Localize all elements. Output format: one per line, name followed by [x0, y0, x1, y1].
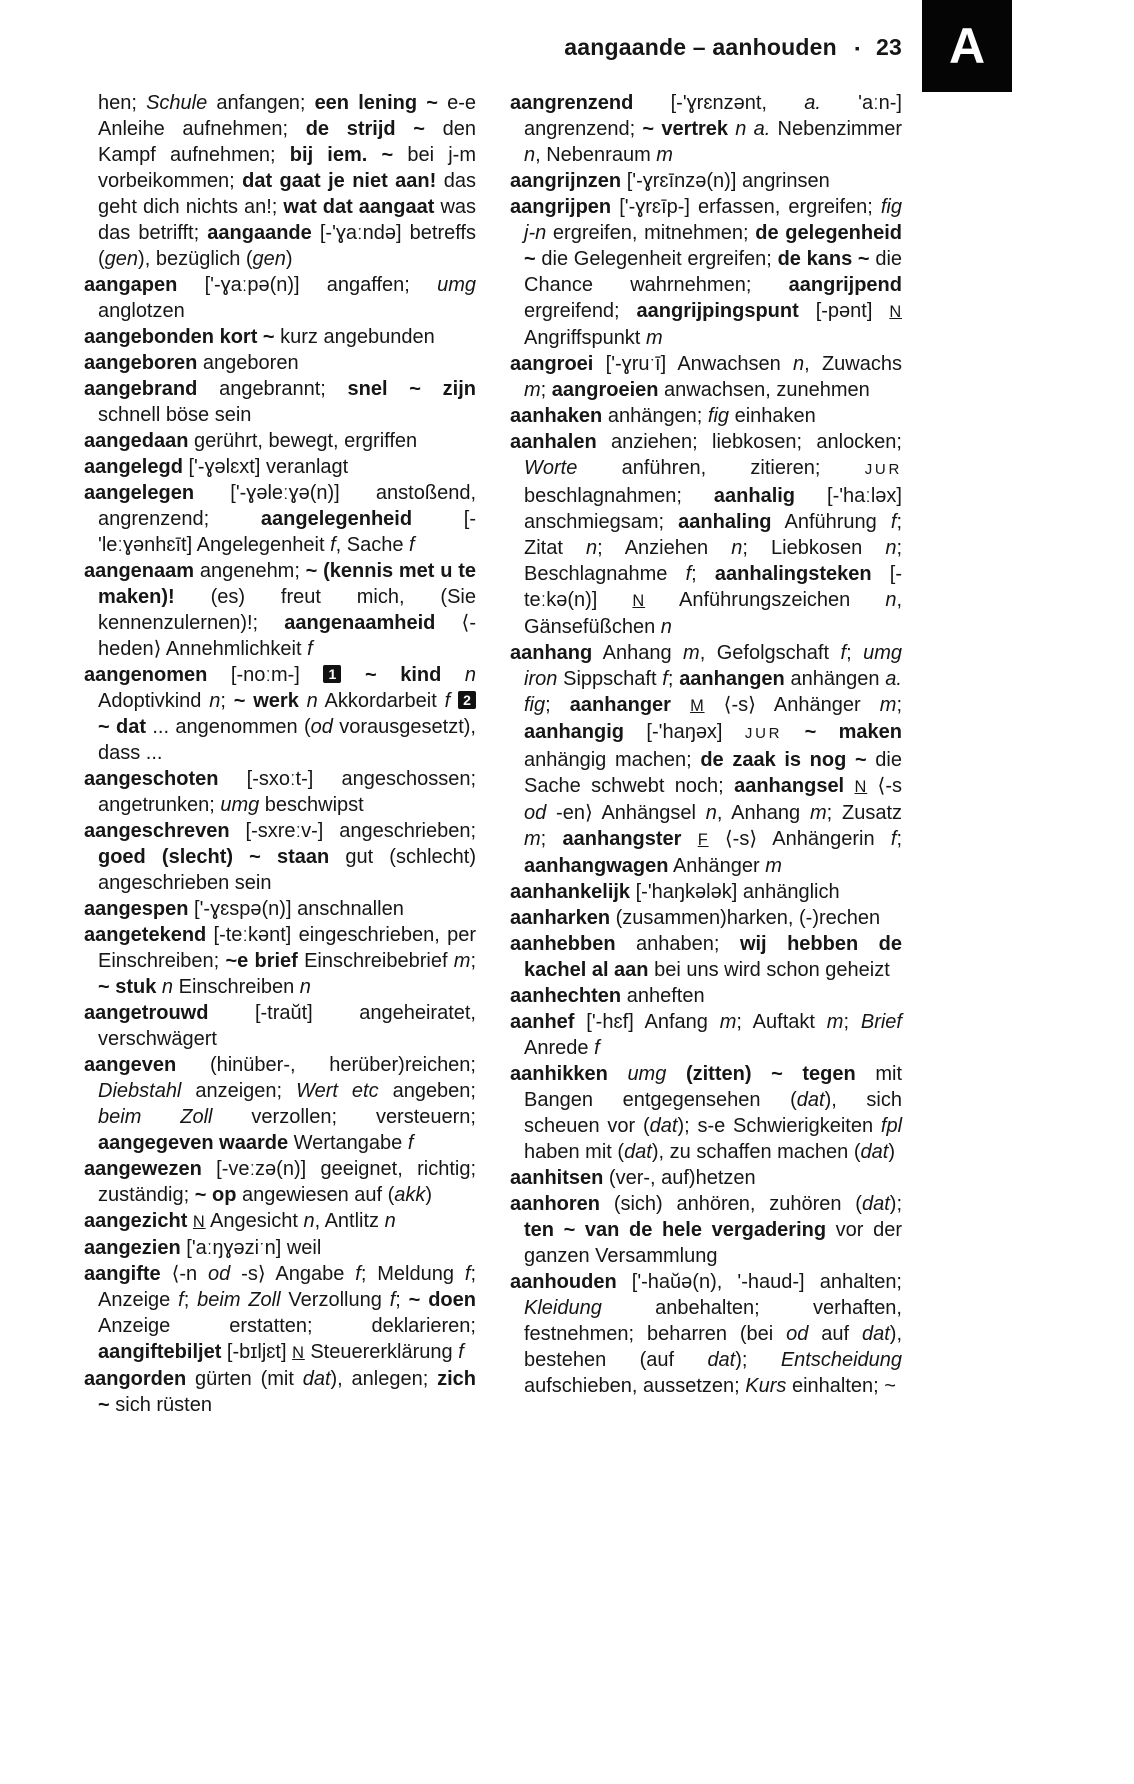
dictionary-entry: aangeboren angeboren [84, 352, 299, 374]
thumb-index-letter: A [948, 18, 986, 74]
dictionary-entry: aangeschoten [-sxoːt-] angeschossen; angetrunken; umg beschwipst [84, 768, 476, 816]
dictionary-entry: aangespen ['-ɣɛspə(n)] anschnallen [84, 898, 404, 920]
dictionary-entry: aangezicht N Angesicht n, Antlitz n [84, 1210, 396, 1232]
dictionary-entry: aangelegd ['-ɣəlɛxt] veranlagt [84, 456, 349, 478]
header-bullet-icon: ▪ [854, 40, 861, 56]
dictionary-entry: aanhitsen (ver-, auf)hetzen [510, 1167, 756, 1189]
dictionary-entry: aanhebben anhaben; wij hebben de kachel al aan bei uns wird schon geheizt [510, 933, 902, 981]
dictionary-entry: aangedaan gerührt, bewegt, ergriffen [84, 430, 418, 452]
thumb-index-tab [922, 0, 1012, 92]
dictionary-entry: aangroei ['-ɣruˑī] Anwachsen n, Zuwachs m; aangroeien anwachsen, zunehmen [510, 353, 902, 401]
dictionary-entry: aangeschreven [-sxreːv-] angeschrieben; goed (slecht) ~ staan gut (schlecht) angeschrieben sein [84, 820, 476, 894]
dictionary-entry: aangebrand angebrannt; snel ~ zijn schnell böse sein [84, 378, 476, 426]
page-number: 23 [876, 34, 902, 60]
dictionary-entry: aangenomen [-noːm-] 1 ~ kind n Adoptivkind n; ~ werk n Akkordarbeit f 2 ~ dat ... angenommen (od vorausgesetzt), dass ... [84, 664, 476, 764]
dictionary-entry: aanharken (zusammen)harken, (-)rechen [510, 907, 881, 929]
dictionary-page-body [84, 90, 902, 1418]
dictionary-entry: hen; Schule anfangen; een lening ~ e-e Anleihe aufnehmen; de strijd ~ den Kampf aufnehmen; bij iem. ~ bei j-m vorbeikommen; dat gaat je niet aan! das geht dich nichts an!; wat dat aangaat was das betrifft; aangaande [-'ɣaːndə] betreffs (gen), bezüglich (gen) [98, 92, 477, 270]
dictionary-entry: aanhoren (sich) anhören, zuhören (dat); ten ~ van de hele vergadering vor der ganzen Versammlung [510, 1193, 902, 1267]
dictionary-entry: aangrijnzen ['-ɣrɛīnzə(n)] angrinsen [510, 170, 830, 192]
dictionary-entry: aangenaam angenehm; ~ (kennis met u te maken)! (es) freut mich, (Sie kennenzulernen)!; aangenaamheid ⟨-heden⟩ Annehmlichkeit f [84, 560, 476, 660]
dictionary-entry: aangrenzend [-'ɣrɛnzənt, a. 'aːn-] angrenzend; ~ vertrek n a. Nebenzimmer n, Nebenraum m [510, 92, 902, 166]
dictionary-entry: aanhaken anhängen; fig einhaken [510, 405, 816, 427]
right-column [510, 90, 902, 1418]
dictionary-entry: aangeven (hinüber-, herüber)reichen; Diebstahl anzeigen; Wert etc angeben; beim Zoll verzollen; versteuern; aangegeven waarde Wertangabe f [84, 1054, 476, 1154]
dictionary-entry: aangifte ⟨-n od -s⟩ Angabe f; Meldung f; Anzeige f; beim Zoll Verzollung f; ~ doen Anzeige erstatten; deklarieren; aangiftebiljet [-bɪljɛt] N Steuererklärung f [84, 1263, 476, 1363]
dictionary-entry: aanhankelijk [-'haŋkələk] anhänglich [510, 881, 840, 903]
dictionary-entry: aangorden gürten (mit dat), anlegen; zich ~ sich rüsten [84, 1368, 476, 1416]
dictionary-entry: aangapen ['-ɣaːpə(n)] angaffen; umg anglotzen [84, 274, 476, 322]
dictionary-entry: aangelegen ['-ɣəleːɣə(n)] anstoßend, angrenzend; aangelegenheid [-'leːɣənhɛīt] Angelegenheit f, Sache f [84, 482, 476, 556]
page-header [84, 34, 902, 61]
dictionary-entry: aanhikken umg (zitten) ~ tegen mit Bangen entgegensehen (dat), sich scheuen vor (dat); s-e Schwierigkeiten fpl haben mit (dat), zu schaffen machen (dat) [510, 1063, 903, 1163]
dictionary-entry: aanhang Anhang m, Gefolgschaft f; umg iron Sippschaft f; aanhangen anhängen a. fig; aanhanger M ⟨-s⟩ Anhänger m; aanhangig [-'haŋəx] JUR ~ maken anhängig machen; de zaak is nog ~ die Sache schwebt noch; aanhangsel N ⟨-s od -en⟩ Anhängsel n, Anhang m; Zusatz m; aanhangster F ⟨-s⟩ Anhängerin f; aanhangwagen Anhänger m [510, 642, 903, 877]
dictionary-entry: aanhalen anziehen; liebkosen; anlocken; Worte anführen, zitieren; JUR beschlagnahmen; aanhalig [-'haːləx] anschmiegsam; aanhaling Anführung f; Zitat n; Anziehen n; Liebkosen n; Beschlagnahme f; aanhalingsteken [-teːkə(n)] N Anführungszeichen n, Gänsefüßchen n [510, 431, 902, 638]
dictionary-entry: aangetekend [-teːkənt] eingeschrieben, per Einschreiben; ~e brief Einschreibebrief m; ~ stuk n Einschreiben n [84, 924, 476, 998]
dictionary-entry: aanhef ['-hɛf] Anfang m; Auftakt m; Brief Anrede f [510, 1011, 902, 1059]
dictionary-entry: aangrijpen ['-ɣrɛīp-] erfassen, ergreifen; fig j-n ergreifen, mitnehmen; de gelegenheid ~ die Gelegenheit ergreifen; de kans ~ die Chance wahrnehmen; aangrijpend ergreifend; aangrijpingspunt [-pənt] N Angriffspunkt m [510, 196, 903, 349]
dictionary-entry: aanhechten anheften [510, 985, 705, 1007]
dictionary-entry: aangebonden kort ~ kurz angebunden [84, 326, 435, 348]
guide-words: aangaande – aanhouden [564, 34, 837, 60]
dictionary-entry: aangezien ['aːŋɣəziˑn] weil [84, 1237, 322, 1259]
dictionary-entry: aangetrouwd [-traŭt] angeheiratet, verschwägert [84, 1002, 476, 1050]
dictionary-entry: aangewezen [-veːzə(n)] geeignet, richtig; zuständig; ~ op angewiesen auf (akk) [84, 1158, 476, 1206]
dictionary-entry: aanhouden ['-haŭə(n), '-haud-] anhalten; Kleidung anbehalten; verhaften, festnehmen; beharren (bei od auf dat), bestehen (auf dat); Entscheidung aufschieben, aussetzen; Kurs einhalten; ~ [510, 1271, 903, 1397]
left-column [84, 90, 476, 1418]
